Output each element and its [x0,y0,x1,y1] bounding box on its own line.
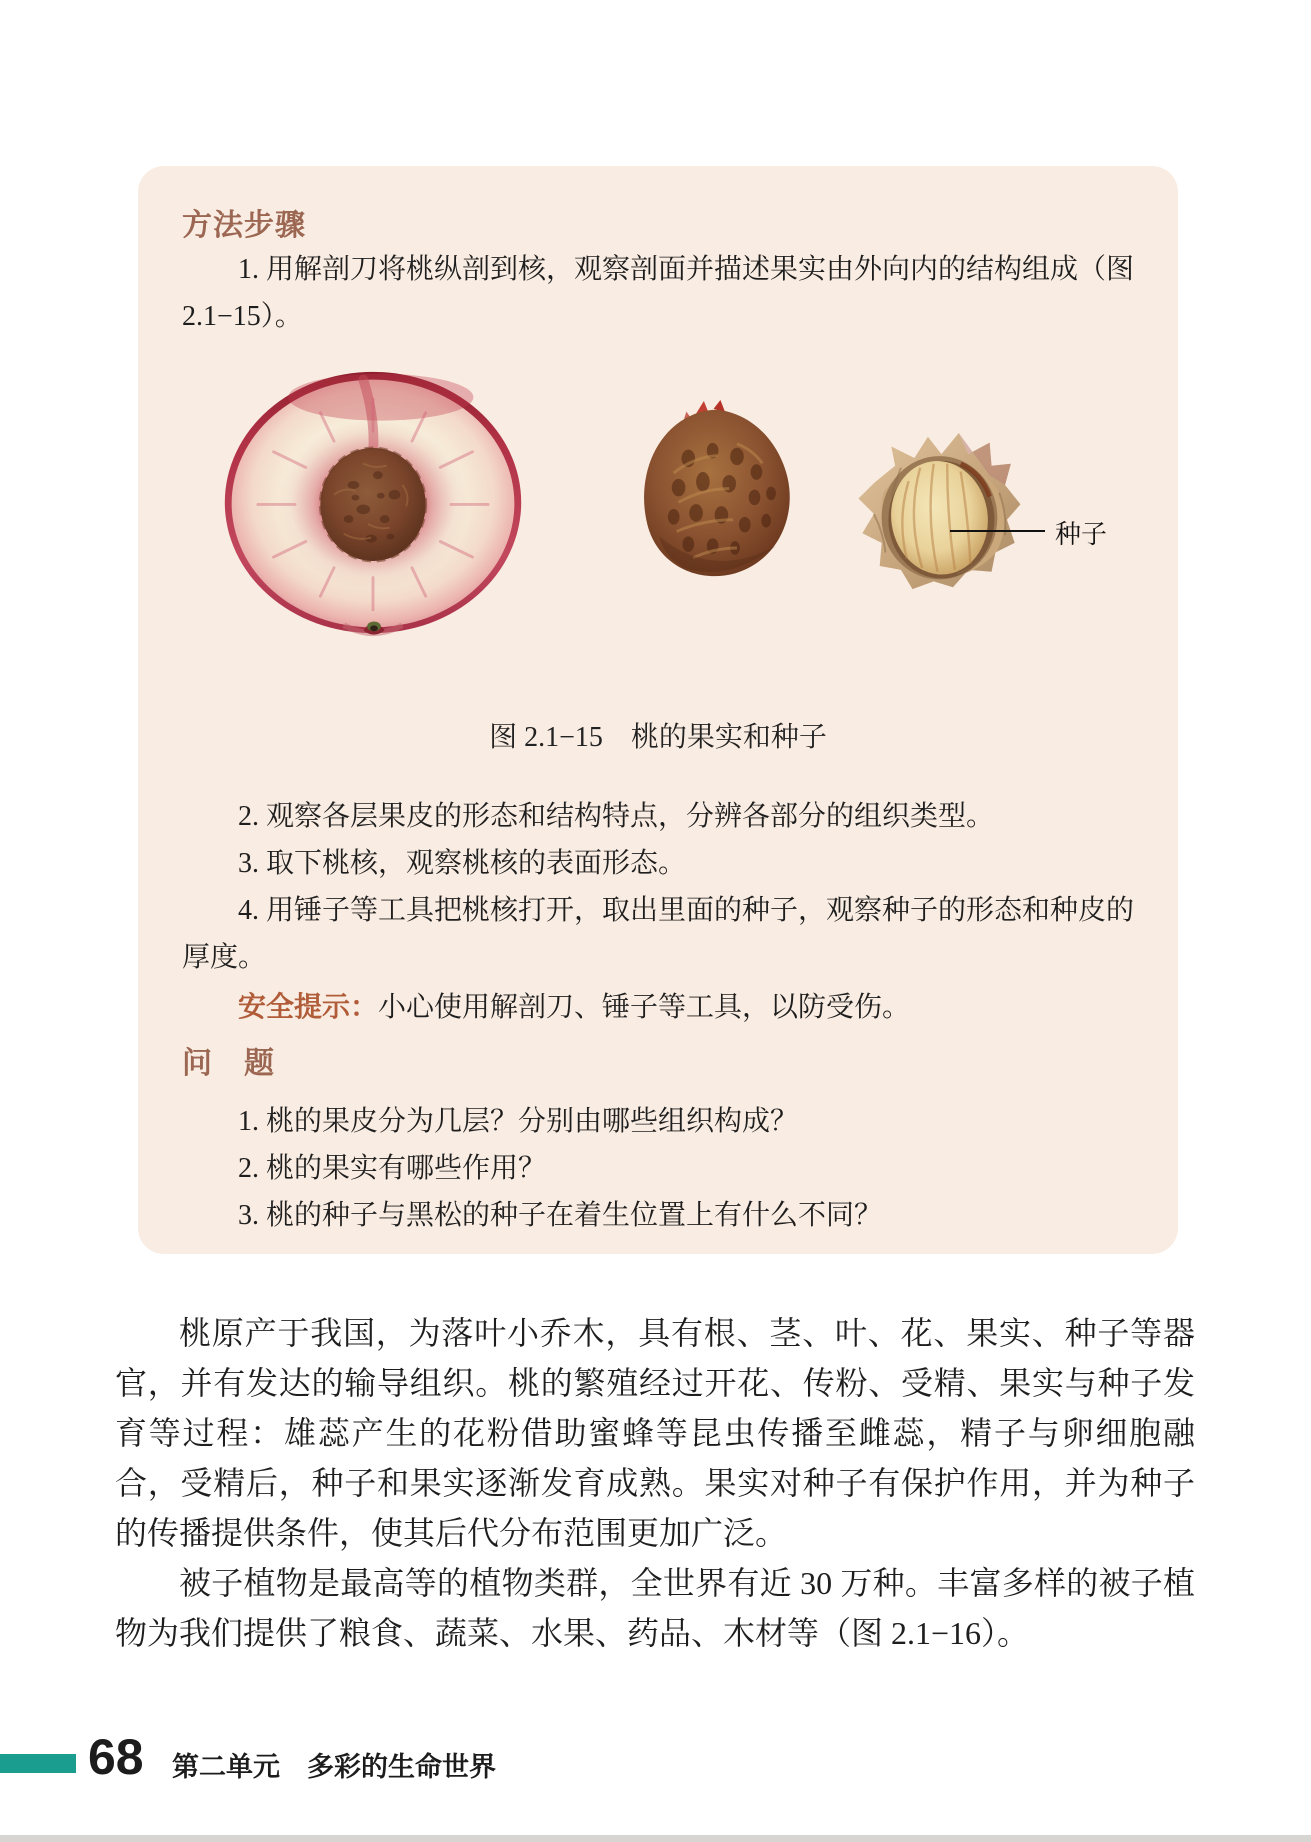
page-bottom-edge [0,1835,1311,1842]
method-steps-heading: 方法步骤 [182,209,306,242]
safety-tip [182,983,1134,1031]
question-3: 3. 桃的种子与黑松的种子在着生位置上有什么不同？ [238,1200,883,1231]
opened-pit-seed-illustration [845,425,1033,599]
page-number: 68 [88,1729,144,1785]
figure-caption: 图 2.1−15 桃的果实和种子 [489,722,827,753]
method-step-2: 2. 观察各层果皮的形态和结构特点，分辨各部分的组织类型。 [238,801,995,832]
method-step-3: 3. 取下桃核，观察桃核的表面形态。 [238,848,687,879]
unit-title: 第二单元 多彩的生命世界 [172,1752,496,1782]
method-step-1: 1. 用解剖刀将桃纵剖到核，观察剖面并描述果实由外向内的结构组成（图2.1−15）。 [182,254,1135,332]
page-footer [0,1728,1311,1788]
footer-accent-bar [0,1754,76,1773]
question-2: 2. 桃的果实有哪些作用？ [238,1153,547,1184]
questions-heading: 问 题 [182,1047,275,1080]
activity-panel [138,166,1178,1254]
seed-label: 种子 [1055,520,1108,549]
body-paragraph-1: 桃原产于我国，为落叶小乔木，具有根、茎、叶、花、果实、种子等器官，并有发达的输导组织。桃的繁殖经过开花、传粉、受精、果实与种子发育等过程：雄蕊产生的花粉借助蜜蜂等昆虫传播至雌蕊，精子与卵细胞融合，受精后，种子和果实逐渐发育成熟。果实对种子有保护作用，并为种子的传播提供条件，使其后代分布范围更加广泛。 [115,1315,1195,1551]
peach-cross-section-illustration [217,366,529,639]
seed-leader-line [950,530,1045,532]
question-1: 1. 桃的果皮分为几层？分别由哪些组织构成？ [238,1106,799,1137]
body-paragraph-2: 被子植物是最高等的植物类群，全世界有近 30 万种。丰富多样的被子植物为我们提供了粮食、蔬菜、水果、药品、木材等（图 2.1−16）。 [115,1565,1195,1651]
safety-tip-label: 安全提示： [238,991,379,1022]
safety-tip-text: 小心使用解剖刀、锤子等工具，以防受伤。 [378,992,911,1023]
body-text [115,1308,1195,1658]
method-step-4: 4. 用锤子等工具把桃核打开，取出里面的种子，观察种子的形态和种皮的厚度。 [182,895,1135,973]
peach-pit-illustration [620,400,815,585]
